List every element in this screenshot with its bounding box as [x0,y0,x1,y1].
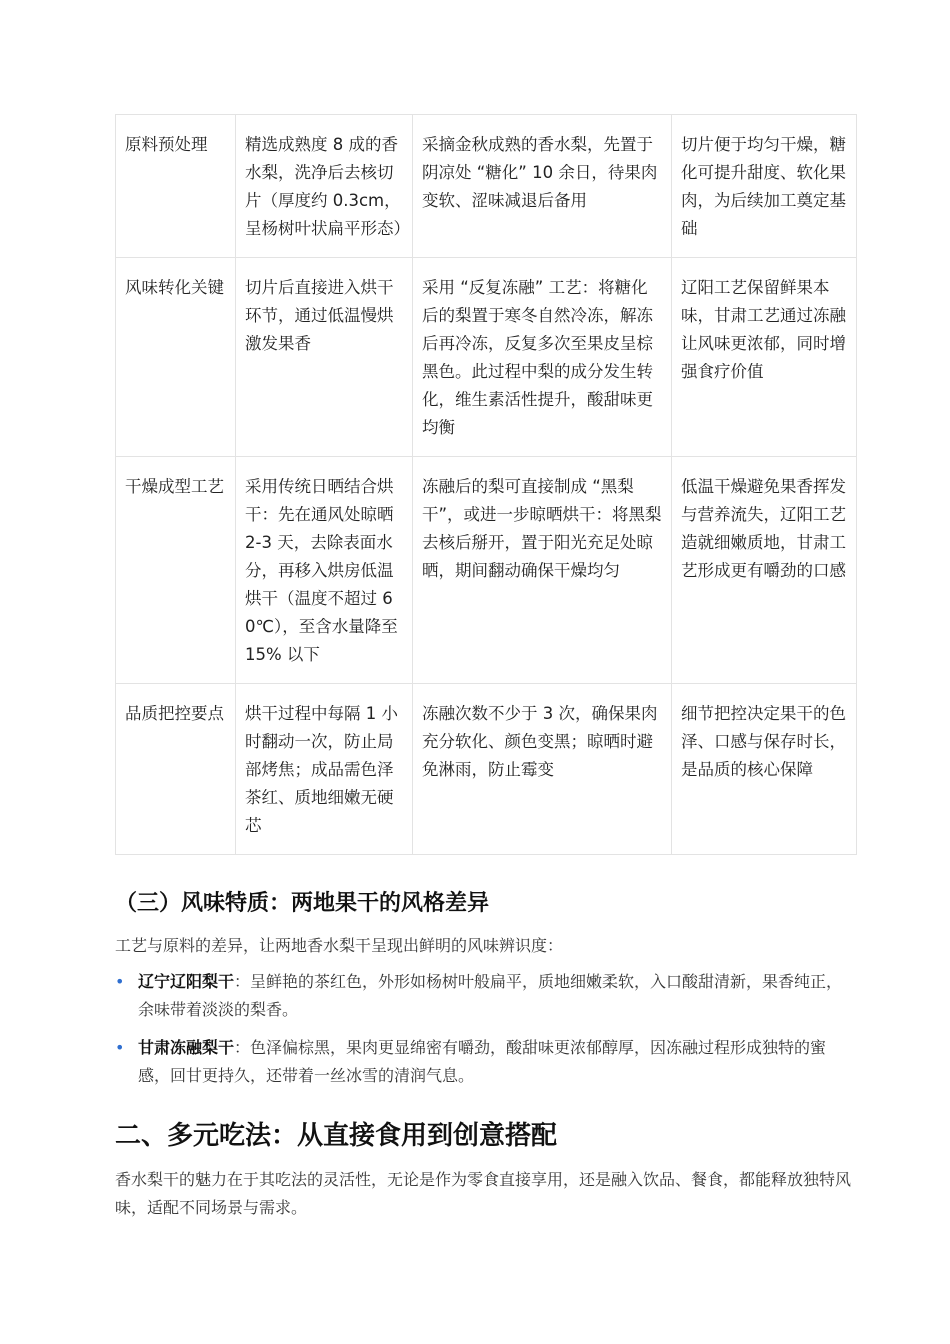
gansu-cell: 采摘金秋成熟的香水梨，先置于阴凉处 “糖化” 10 余日，待果肉变软、涩味减退后备用 [413,115,672,258]
gansu-cell: 冻融次数不少于 3 次，确保果肉充分软化、颜色变黑；晾晒时避免淋雨，防止霉变 [413,684,672,855]
liaoyang-cell: 采用传统日晒结合烘干：先在通风处晾晒 2-3 天，去除表面水分，再移入烘房低温烘干（温度不超过 60℃），至含水量降至 15% 以下 [236,457,413,684]
table-row [116,258,857,457]
bullet-icon: • [115,1038,125,1057]
bullet-term: 甘肃冻融梨干 [138,1038,235,1057]
effect-cell: 辽阳工艺保留鲜果本味，甘肃工艺通过冻融让风味更浓郁，同时增强食疗价值 [672,258,857,457]
process-comparison-table [115,114,857,855]
effect-cell: 切片便于均匀干燥，糖化可提升甜度、软化果肉，为后续加工奠定基础 [672,115,857,258]
gansu-cell: 采用 “反复冻融” 工艺：将糖化后的梨置于寒冬自然冷冻，解冻后再冷冻，反复多次至果皮呈棕黑色。此过程中梨的成分发生转化，维生素活性提升，酸甜味更均衡 [413,258,672,457]
row-name-cell: 风味转化关键 [116,258,236,457]
eating-intro-paragraph: 香水梨干的魅力在于其吃法的灵活性，无论是作为零食直接享用，还是融入饮品、餐食，都能释放独特风味，适配不同场景与需求。 [115,1170,852,1217]
liaoyang-cell: 切片后直接进入烘干环节，通过低温慢烘激发果香 [236,258,413,457]
bullet-term: 辽宁辽阳梨干 [138,972,235,991]
section-heading-flavor: （三）风味特质：两地果干的风格差异 [115,891,490,916]
liaoyang-cell: 精选成熟度 8 成的香水梨，洗净后去核切片（厚度约 0.3cm，呈杨树叶状扁平形态） [236,115,413,258]
list-item [115,968,855,1024]
row-name-cell: 原料预处理 [116,115,236,258]
liaoyang-cell: 烘干过程中每隔 1 小时翻动一次，防止局部烤焦；成品需色泽茶红、质地细嫩无硬芯 [236,684,413,855]
section-heading-eating: 二、多元吃法：从直接食用到创意搭配 [115,1121,558,1151]
bullet-icon: • [115,972,125,991]
row-name-cell: 干燥成型工艺 [116,457,236,684]
flavor-intro-paragraph: 工艺与原料的差异，让两地香水梨干呈现出鲜明的风味辨识度： [115,936,564,955]
gansu-cell: 冻融后的梨可直接制成 “黑梨干”，或进一步晾晒烘干：将黑梨去核后掰开，置于阳光充足处晾晒，期间翻动确保干燥均匀 [413,457,672,684]
effect-cell: 细节把控决定果干的色泽、口感与保存时长，是品质的核心保障 [672,684,857,855]
list-item [115,1034,855,1090]
effect-cell: 低温干燥避免果香挥发与营养流失，辽阳工艺造就细嫩质地，甘肃工艺形成更有嚼劲的口感 [672,457,857,684]
bullet-text: ：呈鲜艳的茶红色，外形如杨树叶般扁平，质地细嫩柔软，入口酸甜清新，果香纯正，余味带着淡淡的梨香。 [138,972,843,1019]
row-name-cell: 品质把控要点 [116,684,236,855]
flavor-bullet-list [115,968,855,1100]
bullet-text: ：色泽偏棕黑，果肉更显绵密有嚼劲，酸甜味更浓郁醇厚，因冻融过程形成独特的蜜感，回甘更持久，还带着一丝冰雪的清润气息。 [138,1038,827,1085]
table-row [116,115,857,258]
table-row [116,457,857,684]
table-row [116,684,857,855]
